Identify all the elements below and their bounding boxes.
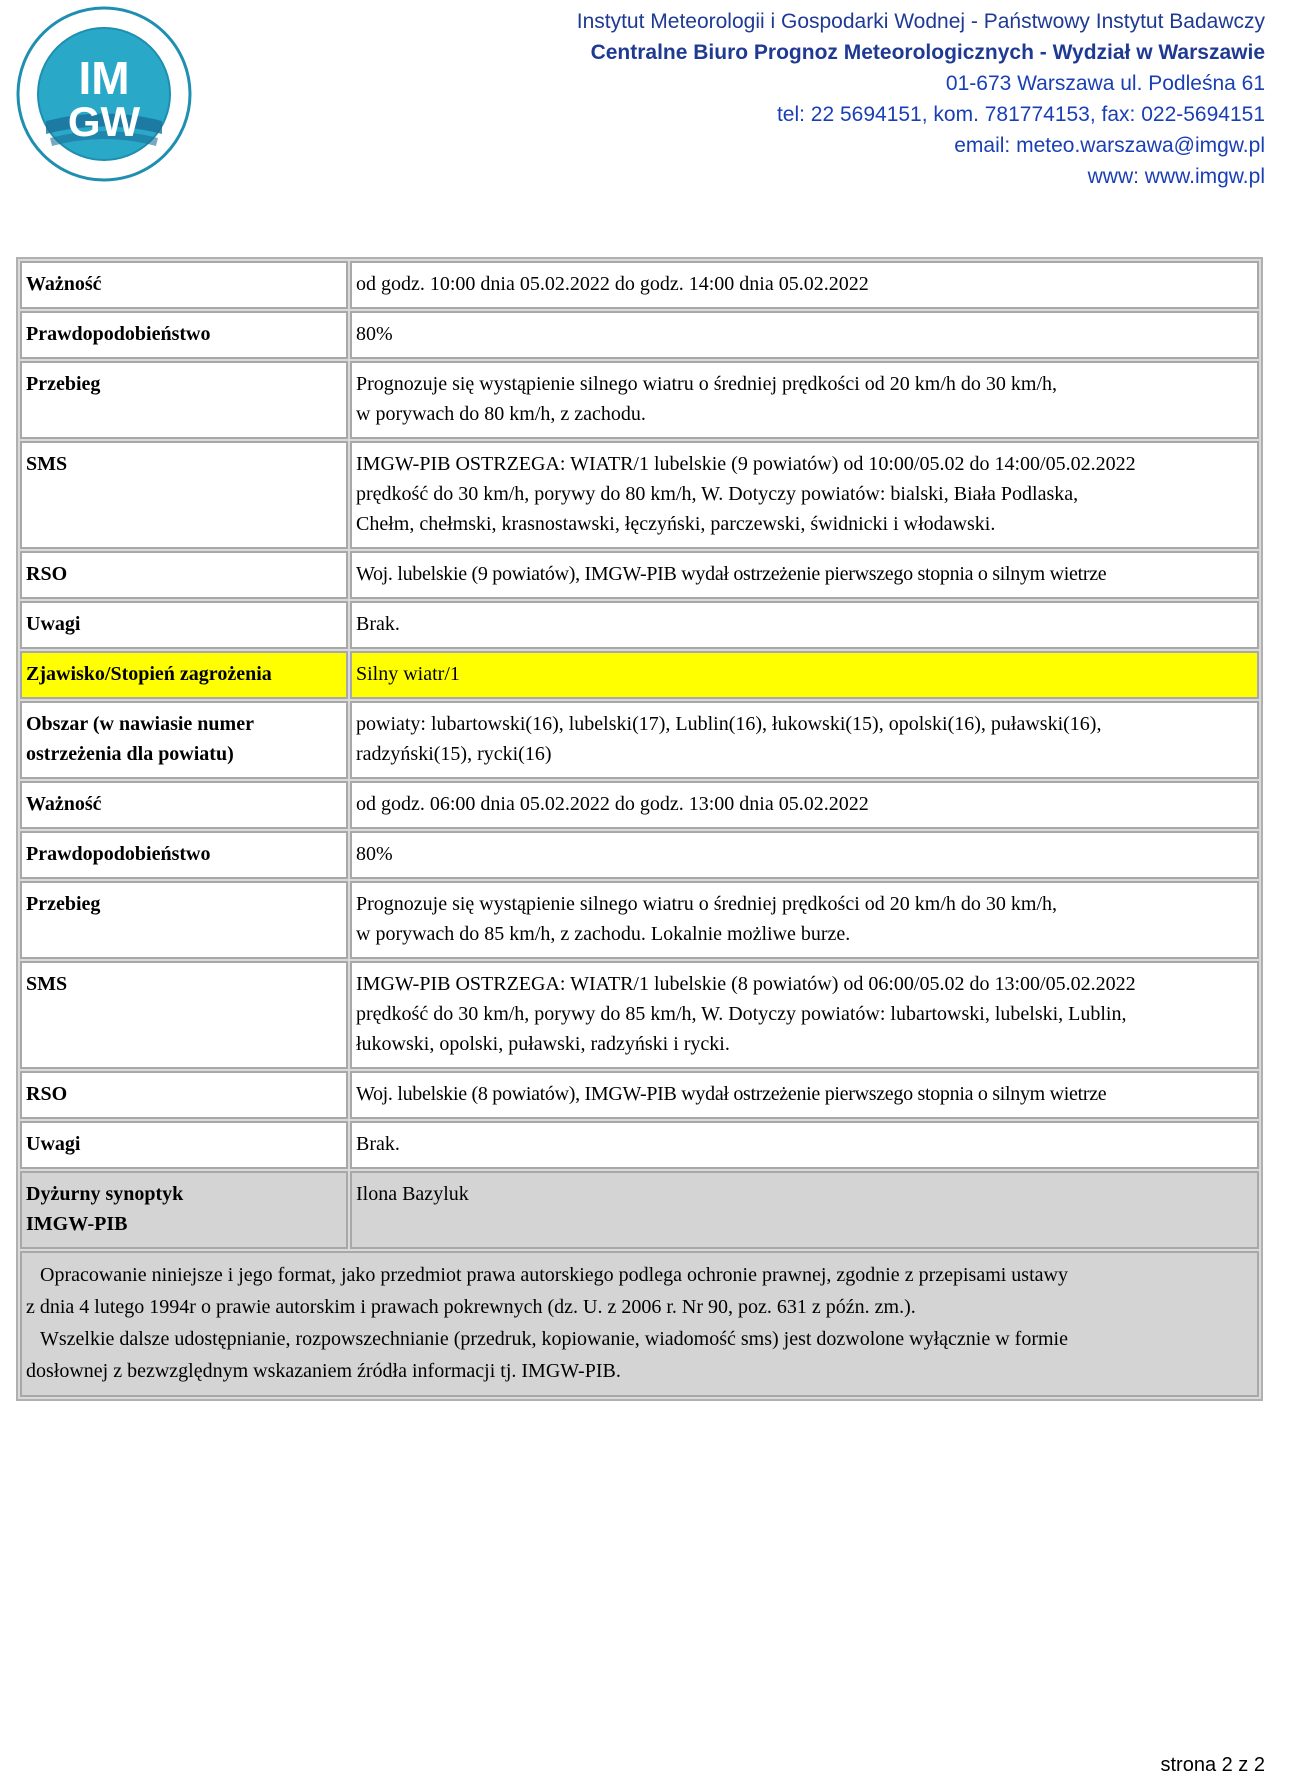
logo-text-top: IM — [78, 52, 130, 104]
course-label: Przebieg — [20, 881, 348, 959]
copyright-line: dosłownej z bezwzględnym wskazaniem źródła informacji tj. IMGW-PIB. — [26, 1360, 621, 1382]
course-label: Przebieg — [20, 361, 348, 439]
table-row — [20, 261, 1259, 309]
table-row — [20, 881, 1259, 959]
probability-value: 80% — [350, 311, 1259, 359]
validity-value: od godz. 06:00 dnia 05.02.2022 do godz. 13:00 dnia 05.02.2022 — [350, 781, 1259, 829]
forecaster-label-line: IMGW-PIB — [26, 1213, 128, 1235]
phenomenon-label: Zjawisko/Stopień zagrożenia — [20, 651, 348, 699]
probability-label: Prawdopodobieństwo — [20, 831, 348, 879]
sms-value — [350, 441, 1259, 549]
table-row — [20, 701, 1259, 779]
phenomenon-value: Silny wiatr/1 — [350, 651, 1259, 699]
table-row — [20, 551, 1259, 599]
probability-value: 80% — [350, 831, 1259, 879]
header-address: 01-673 Warszawa ul. Podleśna 61 — [945, 72, 1265, 95]
sms-value — [350, 961, 1259, 1069]
page-number: strona 2 z 2 — [1160, 1754, 1265, 1776]
copyright-notice — [20, 1251, 1259, 1397]
sms-line: IMGW-PIB OSTRZEGA: WIATR/1 lubelskie (8 powiatów) od 06:00/05.02 do 13:00/05.02.2022 — [356, 973, 1136, 995]
institute-header — [577, 6, 1265, 192]
validity-value: od godz. 10:00 dnia 05.02.2022 do godz. 14:00 dnia 05.02.2022 — [350, 261, 1259, 309]
area-line: radzyński(15), rycki(16) — [356, 743, 552, 765]
validity-label: Ważność — [20, 261, 348, 309]
sms-label: SMS — [20, 961, 348, 1069]
area-label — [20, 701, 348, 779]
table-row — [20, 651, 1259, 699]
header-phone: tel: 22 5694151, kom. 781774153, fax: 022-5694151 — [776, 103, 1265, 126]
table-row — [20, 781, 1259, 829]
notes-value: Brak. — [350, 1121, 1259, 1169]
sms-line: Chełm, chełmski, krasnostawski, łęczyński, parczewski, świdnicki i włodawski. — [356, 513, 996, 535]
notes-value: Brak. — [350, 601, 1259, 649]
forecaster-name: Ilona Bazyluk — [350, 1171, 1259, 1249]
copyright-line: Wszelkie dalsze udostępnianie, rozpowszechnianie (przedruk, kopiowanie, wiadomość sms) jest dozwolone wyłącznie w formie — [40, 1328, 1068, 1350]
header-website[interactable]: www: www.imgw.pl — [1087, 165, 1265, 188]
sms-line: IMGW-PIB OSTRZEGA: WIATR/1 lubelskie (9 powiatów) od 10:00/05.02 do 14:00/05.02.2022 — [356, 453, 1136, 475]
imgw-logo — [16, 6, 192, 182]
rso-value: Woj. lubelskie (9 powiatów), IMGW-PIB wydał ostrzeżenie pierwszego stopnia o silnym wietrze — [350, 551, 1259, 599]
area-value — [350, 701, 1259, 779]
header-email[interactable]: email: meteo.warszawa@imgw.pl — [954, 134, 1265, 157]
forecaster-label — [20, 1171, 348, 1249]
table-row — [20, 831, 1259, 879]
validity-label: Ważność — [20, 781, 348, 829]
table-row — [20, 601, 1259, 649]
table-row — [20, 961, 1259, 1069]
area-line: powiaty: lubartowski(16), lubelski(17), Lublin(16), łukowski(15), opolski(16), puławski(16), — [356, 713, 1102, 735]
table-row — [20, 1071, 1259, 1119]
copyright-line: z dnia 4 lutego 1994r o prawie autorskim i prawach pokrewnych (dz. U. z 2006 r. Nr 90, poz. 631 z późn. zm.). — [26, 1296, 916, 1318]
sms-line: prędkość do 30 km/h, porywy do 80 km/h, W. Dotyczy powiatów: bialski, Biała Podlaska, — [356, 483, 1079, 505]
area-label-line: ostrzeżenia dla powiatu) — [26, 743, 234, 765]
area-label-line: Obszar (w nawiasie numer — [26, 713, 254, 735]
table-row — [20, 1171, 1259, 1249]
course-value — [350, 881, 1259, 959]
header-institute-name: Instytut Meteorologii i Gospodarki Wodnej - Państwowy Instytut Badawczy — [576, 10, 1265, 33]
notes-label: Uwagi — [20, 601, 348, 649]
table-row — [20, 361, 1259, 439]
rso-value: Woj. lubelskie (8 powiatów), IMGW-PIB wydał ostrzeżenie pierwszego stopnia o silnym wietrze — [350, 1071, 1259, 1119]
table-row — [20, 1121, 1259, 1169]
course-line: w porywach do 85 km/h, z zachodu. Lokalnie możliwe burze. — [356, 923, 851, 945]
course-line: w porywach do 80 km/h, z zachodu. — [356, 403, 646, 425]
rso-label: RSO — [20, 551, 348, 599]
warning-table — [16, 257, 1263, 1401]
logo-text-bottom: GW — [67, 98, 141, 145]
table-row — [20, 311, 1259, 359]
forecaster-label-line: Dyżurny synoptyk — [26, 1183, 184, 1205]
sms-line: prędkość do 30 km/h, porywy do 85 km/h, W. Dotyczy powiatów: lubartowski, lubelski, Lublin, — [356, 1003, 1127, 1025]
sms-label: SMS — [20, 441, 348, 549]
probability-label: Prawdopodobieństwo — [20, 311, 348, 359]
header-office-name: Centralne Biuro Prognoz Meteorologicznych - Wydział w Warszawie — [590, 41, 1265, 64]
course-line: Prognozuje się wystąpienie silnego wiatru o średniej prędkości od 20 km/h do 30 km/h, — [356, 373, 1057, 395]
notes-label: Uwagi — [20, 1121, 348, 1169]
course-value — [350, 361, 1259, 439]
rso-label: RSO — [20, 1071, 348, 1119]
sms-line: łukowski, opolski, puławski, radzyński i rycki. — [356, 1033, 730, 1055]
copyright-line: Opracowanie niniejsze i jego format, jako przedmiot prawa autorskiego podlega ochronie prawnej, zgodnie z przepisami ustawy — [40, 1264, 1068, 1286]
course-line: Prognozuje się wystąpienie silnego wiatru o średniej prędkości od 20 km/h do 30 km/h, — [356, 893, 1057, 915]
table-row — [20, 441, 1259, 549]
